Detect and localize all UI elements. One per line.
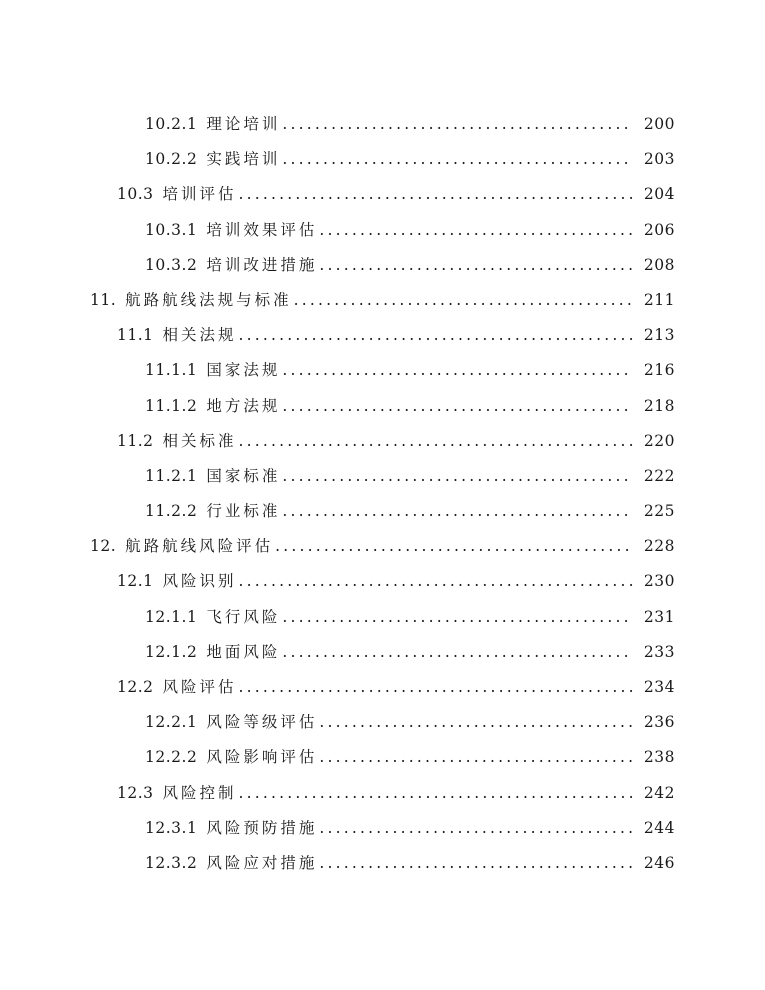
toc-entry-page: 216 xyxy=(643,361,675,380)
toc-entry-page: 218 xyxy=(643,396,675,415)
toc-entry-number: 10.3.2 xyxy=(145,255,198,274)
toc-dot-leader xyxy=(319,248,633,283)
toc-entry-number: 12. xyxy=(90,537,117,556)
toc-dot-leader xyxy=(239,424,633,459)
toc-entry-number: 11.2.1 xyxy=(145,466,198,485)
toc-entry[interactable] xyxy=(0,776,765,811)
toc-dot-leader xyxy=(239,318,633,353)
toc-entry-title: 风险识别 xyxy=(162,572,237,591)
toc-entry[interactable] xyxy=(0,670,765,705)
toc-dot-leader xyxy=(319,213,633,248)
toc-entry-page: 200 xyxy=(643,115,675,133)
toc-entry-page: 203 xyxy=(643,150,675,169)
toc-dot-leader xyxy=(294,283,633,318)
toc-entry-number: 11.1.1 xyxy=(145,361,198,380)
toc-entry[interactable] xyxy=(0,283,765,318)
toc-entry-number: 11.1.2 xyxy=(145,396,198,415)
toc-entry-page: 236 xyxy=(643,713,675,732)
toc-dot-leader xyxy=(319,846,633,881)
toc-entry-page: 225 xyxy=(643,502,675,521)
toc-dot-leader xyxy=(282,142,633,177)
toc-entry-page: 244 xyxy=(643,818,675,837)
toc-entry-title: 相关法规 xyxy=(162,326,237,345)
toc-entry[interactable] xyxy=(0,248,765,283)
toc-entry-number: 12.1 xyxy=(117,572,154,591)
toc-dot-leader xyxy=(239,776,633,811)
toc-dot-leader xyxy=(282,107,633,142)
toc-entry[interactable] xyxy=(0,494,765,529)
toc-entry-page: 233 xyxy=(643,642,675,661)
toc-entry-title: 地方法规 xyxy=(206,396,281,415)
toc-entry[interactable] xyxy=(0,318,765,353)
toc-entry-number: 12.2.2 xyxy=(145,748,198,767)
toc-entry[interactable] xyxy=(0,107,765,142)
toc-entry-title: 航路航线风险评估 xyxy=(125,537,274,556)
toc-entry-title: 风险影响评估 xyxy=(206,748,318,767)
toc-entry-number: 11.1 xyxy=(117,326,154,345)
toc-entry[interactable] xyxy=(0,177,765,212)
toc-entry-title: 风险评估 xyxy=(162,678,237,696)
toc-entry-number: 12.2 xyxy=(117,678,154,696)
toc-dot-leader xyxy=(319,740,633,775)
toc-entry-page: 242 xyxy=(643,783,675,802)
toc-entry-number: 10.2.1 xyxy=(145,115,198,133)
toc-entry[interactable] xyxy=(0,740,765,775)
toc-entry-title: 培训评估 xyxy=(162,185,237,204)
toc-entry-number: 12.3.2 xyxy=(145,853,198,872)
toc-dot-leader xyxy=(239,177,633,212)
toc-entry-page: 206 xyxy=(643,220,675,239)
toc-entry[interactable] xyxy=(0,142,765,177)
toc-dot-leader xyxy=(239,564,633,599)
toc-dot-leader xyxy=(239,670,633,705)
toc-dot-leader xyxy=(282,389,633,424)
toc-entry-title: 相关标准 xyxy=(162,431,237,450)
toc-entry-page: 222 xyxy=(643,466,675,485)
toc-entry-title: 理论培训 xyxy=(206,115,281,133)
toc-entry-number: 11.2.2 xyxy=(145,502,198,521)
toc-entry-title: 地面风险 xyxy=(206,642,281,661)
toc-dot-leader xyxy=(282,494,633,529)
toc-entry-number: 12.2.1 xyxy=(145,713,198,732)
toc-entry-title: 国家标准 xyxy=(206,466,281,485)
toc-dot-leader xyxy=(282,600,633,635)
toc-entry-page: 220 xyxy=(643,431,675,450)
toc-entry-page: 246 xyxy=(643,853,675,872)
toc-entry-number: 12.1.1 xyxy=(145,607,198,626)
toc-entry[interactable] xyxy=(0,635,765,670)
toc-entry-title: 行业标准 xyxy=(206,502,281,521)
toc-entry-title: 飞行风险 xyxy=(206,607,281,626)
toc-dot-leader xyxy=(275,529,633,564)
toc-entry-page: 231 xyxy=(643,607,675,626)
toc-dot-leader xyxy=(282,353,633,388)
toc-entry[interactable] xyxy=(0,564,765,599)
toc-entry-title: 风险预防措施 xyxy=(206,818,318,837)
toc-entry-number: 10.2.2 xyxy=(145,150,198,169)
toc-entry[interactable] xyxy=(0,459,765,494)
toc-entry-title: 培训改进措施 xyxy=(206,255,318,274)
toc-entry[interactable] xyxy=(0,846,765,881)
toc-dot-leader xyxy=(282,635,633,670)
toc-entry[interactable] xyxy=(0,811,765,846)
toc-entry-page: 204 xyxy=(643,185,675,204)
toc-entry-page: 228 xyxy=(643,537,675,556)
toc-entry-title: 风险控制 xyxy=(162,783,237,802)
toc-entry-number: 10.3.1 xyxy=(145,220,198,239)
toc-entry-title: 培训效果评估 xyxy=(206,220,318,239)
toc-entry-number: 10.3 xyxy=(117,185,154,204)
toc-entry[interactable] xyxy=(0,600,765,635)
toc-entry-title: 风险应对措施 xyxy=(206,853,318,872)
toc-entry-page: 211 xyxy=(643,290,675,309)
toc-entry[interactable] xyxy=(0,389,765,424)
toc-entry-page: 234 xyxy=(643,678,675,696)
toc-entry-title: 国家法规 xyxy=(206,361,281,380)
toc-entry-number: 12.1.2 xyxy=(145,642,198,661)
toc-entry-number: 11. xyxy=(90,290,117,309)
toc-entry[interactable] xyxy=(0,213,765,248)
table-of-contents xyxy=(0,107,765,881)
toc-entry-title: 实践培训 xyxy=(206,150,281,169)
toc-entry-page: 230 xyxy=(643,572,675,591)
toc-entry[interactable] xyxy=(0,424,765,459)
toc-entry-title: 风险等级评估 xyxy=(206,713,318,732)
toc-entry[interactable] xyxy=(0,705,765,740)
toc-entry-page: 238 xyxy=(643,748,675,767)
toc-entry-number: 11.2 xyxy=(117,431,154,450)
toc-dot-leader xyxy=(319,811,633,846)
toc-entry-number: 12.3 xyxy=(117,783,154,802)
toc-entry-title: 航路航线法规与标准 xyxy=(125,290,292,309)
toc-dot-leader xyxy=(282,459,633,494)
toc-dot-leader xyxy=(319,705,633,740)
toc-entry[interactable] xyxy=(0,529,765,564)
toc-entry-page: 213 xyxy=(643,326,675,345)
toc-entry-page: 208 xyxy=(643,255,675,274)
toc-entry-number: 12.3.1 xyxy=(145,818,198,837)
toc-entry[interactable] xyxy=(0,353,765,388)
